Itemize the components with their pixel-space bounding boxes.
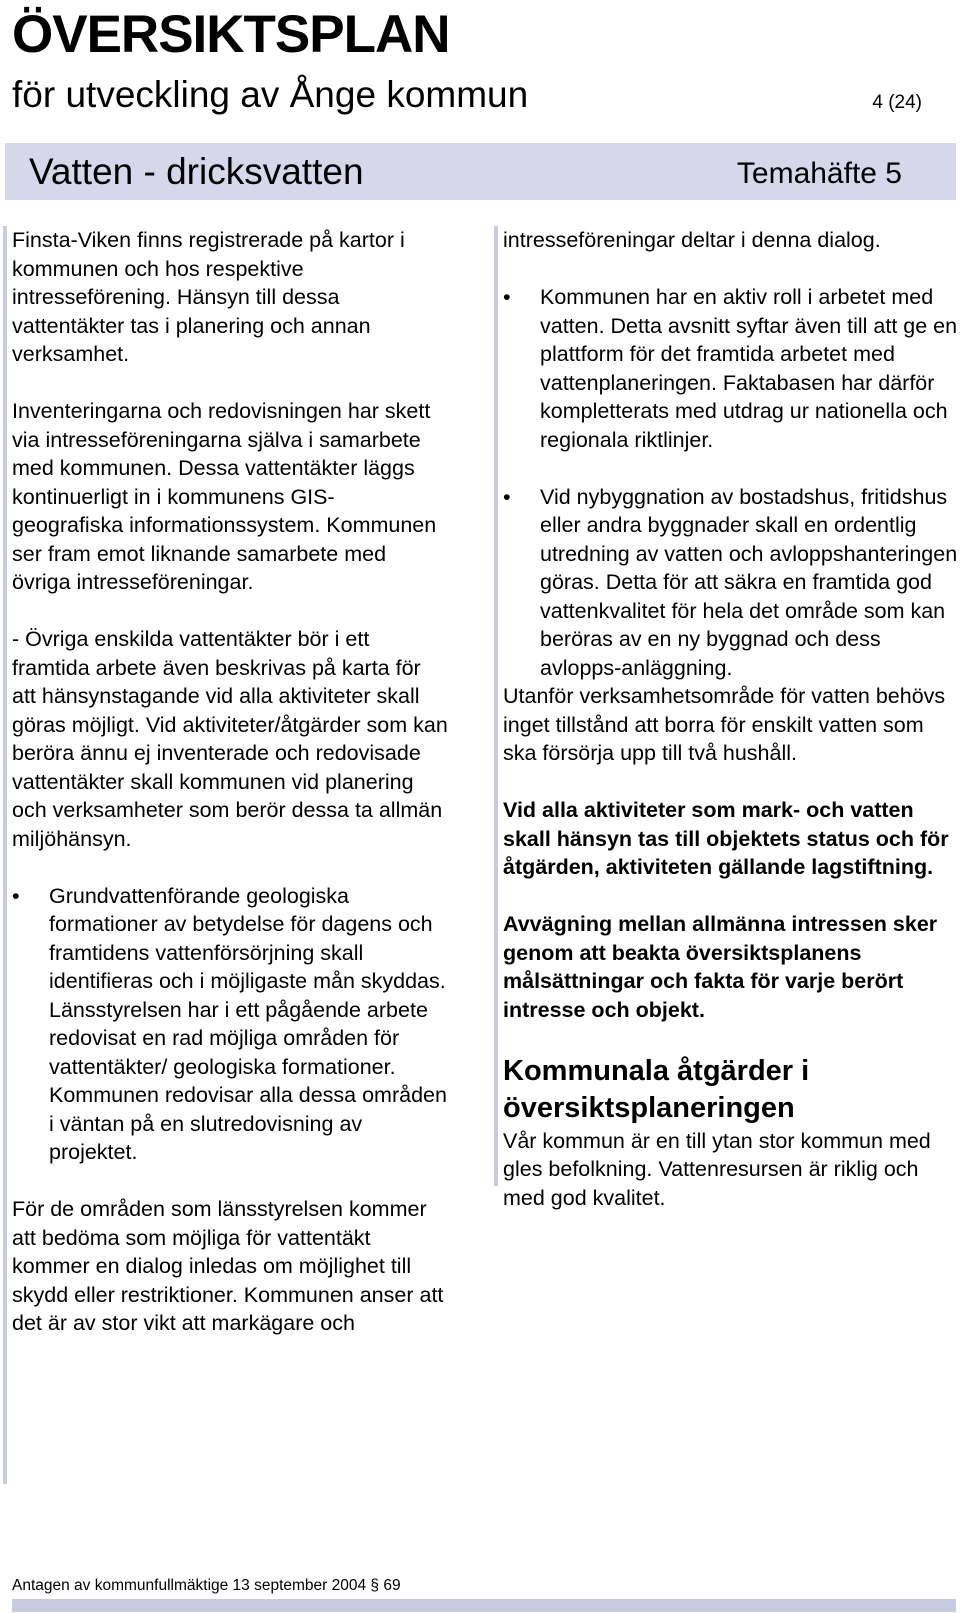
paragraph-dialog-continued: intresseföreningar deltar i denna dialog. <box>503 228 881 252</box>
paragraph-drilling-permit: Utanför verksamhetsområde för vatten behövs inget tillstånd att borra för enskilt vatten som ska försörja upp till två hushåll. <box>503 684 946 765</box>
bold-paragraph-balancing: Avvägning mellan allmänna intressen sker genom att beakta översiktsplanens målsättningar och fakta för varje berört intresse och objekt. <box>503 912 938 1022</box>
section-title: Vatten - dricksvatten <box>29 151 364 192</box>
bullet-active-role: • Kommunen har en aktiv roll i arbetet med vatten. Detta avsnitt syftar även till att ge en plattform för det framtida arbetet med vattenplaneringen. Faktabasen har därför kompletterats med utdrag ur nationella och regionala riktlinjer. <box>503 283 958 454</box>
right-column <box>494 226 958 1210</box>
document-title: ÖVERSIKTSPLAN <box>12 5 450 64</box>
paragraph-private-intakes: - Övriga enskilda vattentäkter bör i ett framtida arbete även beskrivas på karta för att hänsynstagande vid alla aktiviteter skall göras möjligt. Vid aktiviteter/åtgärder som kan beröra ännu ej inventerade och redovisade vattentäkter skall kommunen vid planering och verksamheter som berör dessa ta allmän miljöhänsyn. <box>12 627 448 851</box>
left-column <box>3 226 449 1484</box>
bullet-groundwater-formations: • Grundvattenförande geologiska formationer av betydelse för dagens och framtidens vattenförsörjning skall identifieras och i möjligaste mån skyddas. Länsstyrelsen har i ett pågående arbete redovisat en rad möjliga områden för vattentäkter/ geologiska formationer. Kommunen redovisar alla dessa områden i väntan på en slutredovisning av projektet. <box>12 882 449 1167</box>
document-subtitle: för utveckling av Ånge kommun <box>12 74 529 115</box>
paragraph-municipality: Vår kommun är en till ytan stor kommun med gles befolkning. Vattenresursen är riklig och med god kvalitet. <box>503 1128 931 1210</box>
theme-label: Temahäfte 5 <box>736 157 902 190</box>
section-heading-municipal-actions: Kommunala åtgärder i översiktsplaneringen <box>503 1054 810 1124</box>
paragraph-registered-intakes: Finsta-Viken finns registrerade på kartor i kommunen och hos respektive intresseförening. Hänsyn till dessa vattentäkter tas i planering och annan verksamhet. <box>12 228 405 366</box>
footer-bar <box>12 1599 956 1612</box>
paragraph-inventory: Inventeringarna och redovisningen har skett via intresseföreningarna själva i samarbete med kommunen. Dessa vattentäkter läggs kontinuerligt in i kommunens GIS- geografiska informationssystem. Kommunen ser fram emot liknande samarbete med övriga intresseföreningar. <box>12 399 437 594</box>
paragraph-dialog: För de områden som länsstyrelsen kommer att bedöma som möjliga för vattentäkt kommer en dialog inledas om möjlighet till skydd eller restriktioner. Kommunen anser att det är av stor vikt att markägare och <box>12 1197 444 1335</box>
page-number: 4 (24) <box>872 92 922 113</box>
section-band <box>5 143 956 200</box>
footer-text: Antagen av kommunfullmäktige 13 september 2004 § 69 <box>12 1577 401 1594</box>
bullet-new-construction: • Vid nybyggnation av bostadshus, fritidshus eller andra byggnader skall en ordentlig utredning av vatten och avloppshanteringen göras. Detta för att säkra en framtida god vattenkvalitet för hela det område som kan beröras av en ny byggnad och dess avlopps-anläggning. <box>503 483 958 683</box>
bold-paragraph-activities: Vid alla aktiviteter som mark- och vatten skall hänsyn tas till objektets status och för åtgärden, aktiviteten gällande lagstiftning. <box>503 798 949 879</box>
